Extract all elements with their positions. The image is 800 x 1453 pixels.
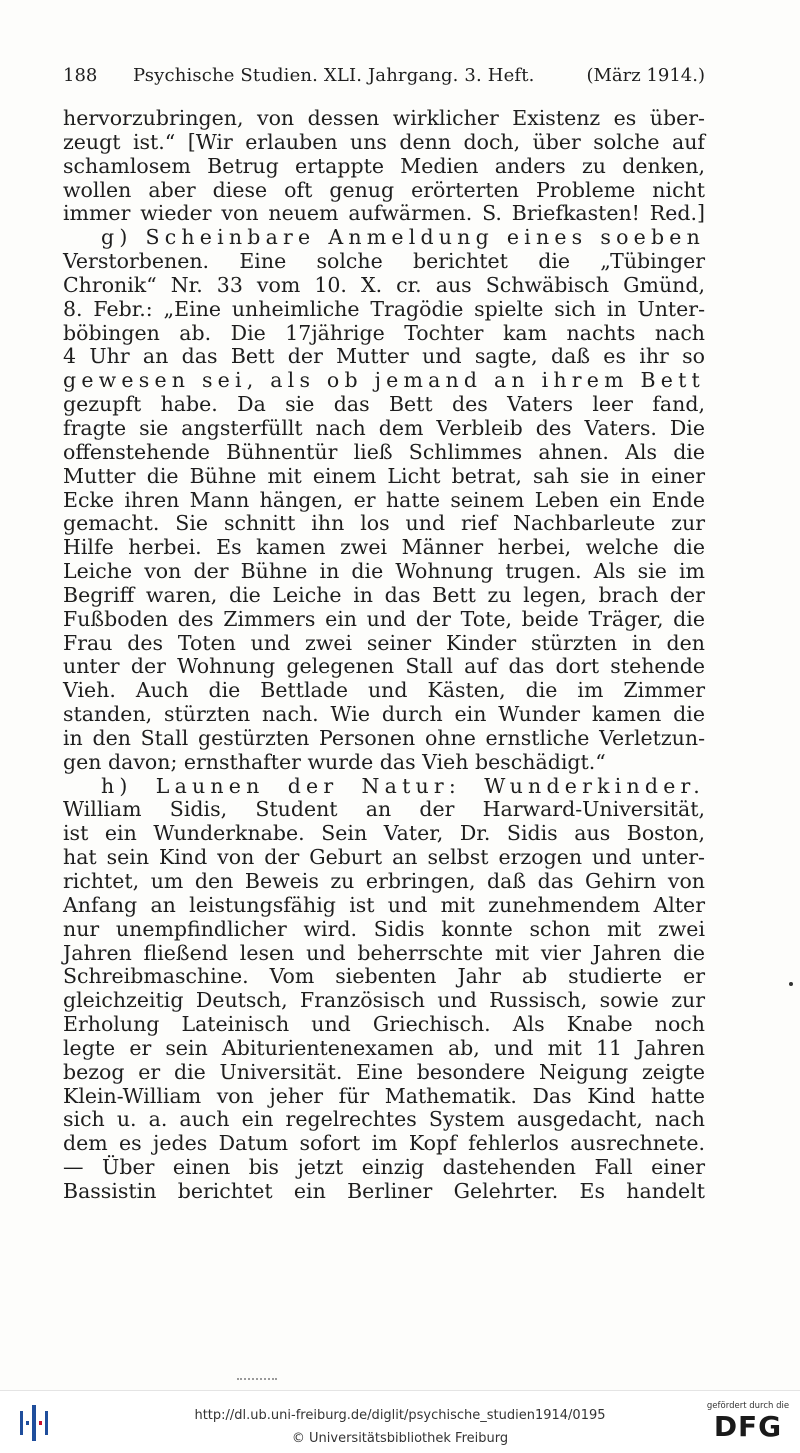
text-line: in den Stall gestürzten Personen ohne ernstliche Verletzun- [63, 725, 705, 750]
text-line: gen davon; ernsthafter wurde das Vieh beschädigt.“ [63, 749, 606, 774]
section-heading-h: h) Launen der Natur: Wunderkinder. [101, 773, 705, 798]
issue-date: (März 1914.) [586, 65, 705, 86]
viewer-footer [0, 1390, 800, 1453]
page-mark [237, 1378, 277, 1382]
text-line: Schreibmaschine. Vom siebenten Jahr ab studierte er [63, 964, 705, 989]
text-line: gemacht. Sie schnitt ihn los und rief Nachbarleute zur [63, 511, 705, 536]
text-line: 4 Uhr an das Bett der Mutter und sagte, daß es ihr so [63, 344, 705, 369]
text-line: Begriff waren, die Leiche in das Bett zu legen, brach der [63, 582, 705, 607]
text-line: offenstehende Bühnentür ließ Schlimmes ahnen. Als die [63, 439, 705, 464]
body-text [63, 107, 705, 1204]
running-title: Psychische Studien. XLI. Jahrgang. 3. Heft. [133, 65, 535, 86]
text-line: Erholung Lateinisch und Griechisch. Als Knabe noch [63, 1012, 705, 1037]
text-line: ist ein Wunderknabe. Sein Vater, Dr. Sidis aus Boston, [63, 821, 705, 846]
text-line: legte er sein Abiturientenexamen ab, und mit 11 Jahren [63, 1035, 705, 1060]
source-url-link[interactable]: http://dl.ub.uni-freiburg.de/diglit/psychische_studien1914/0195 [194, 1408, 606, 1423]
text-line: hervorzubringen, von dessen wirklicher Existenz es über- [63, 106, 705, 130]
dfg-funding-logo [704, 1401, 792, 1447]
text-line: Ecke ihren Mann hängen, er hatte seinem Leben ein Ende [63, 487, 705, 512]
text-line: Fußboden des Zimmers ein und der Tote, beide Träger, die [63, 606, 705, 631]
text-line: Jahren fließend lesen und beherrschte mit vier Jahren die [63, 940, 705, 965]
text-line: zeugt ist.“ [Wir erlauben uns denn doch, über solche auf [63, 129, 705, 154]
text-line: Chronik“ Nr. 33 vom 10. X. cr. aus Schwäbisch Gmünd, [63, 272, 705, 297]
text-line: gezupft habe. Da sie das Bett des Vaters leer fand, [63, 392, 705, 417]
text-line: 8. Febr.: „Eine unheimliche Tragödie spielte sich in Unter- [63, 296, 705, 321]
text-line: Mutter die Bühne mit einem Licht betrat, sah sie in einer [63, 463, 705, 488]
text-line: — Über einen bis jetzt einzig dastehenden Fall einer [63, 1155, 705, 1180]
text-line: böbingen ab. Die 17jährige Tochter kam nachts nach [63, 320, 705, 345]
copyright-notice: © Universitätsbibliothek Freiburg [291, 1431, 509, 1446]
text-line: Klein-William von jeher für Mathematik. Das Kind hatte [63, 1083, 705, 1108]
dfg-wordmark: DFG [713, 1410, 783, 1443]
text-line: Frau des Toten und zwei seiner Kinder stürzten in den [63, 630, 705, 655]
text-line: bezog er die Universität. Eine besondere Neigung zeigte [63, 1059, 705, 1084]
text-line: Anfang an leistungsfähig ist und mit zunehmendem Alter [63, 892, 705, 917]
text-line: wollen aber diese oft genug erörterten Probleme nicht [63, 177, 705, 202]
text-line: Vieh. Auch die Bettlade und Kästen, die im Zimmer [63, 678, 705, 703]
text-line: sich u. a. auch ein regelrechtes System ausgedacht, nach [63, 1107, 705, 1132]
text-line: unter der Wohnung gelegenen Stall auf das dort stehende [63, 654, 705, 679]
text-line: Hilfe herbei. Es kamen zwei Männer herbei, welche die [63, 535, 705, 560]
text-line: gleichzeitig Deutsch, Französisch und Russisch, sowie zur [63, 988, 705, 1013]
text-line: immer wieder von neuem aufwärmen. S. Briefkasten! Red.] [63, 201, 705, 226]
text-line: nur unempfindlicher wird. Sidis konnte schon mit zwei [63, 916, 705, 941]
dfg-funded-label: gefördert durch die [706, 1401, 790, 1411]
text-line: fragte sie angsterfüllt nach dem Verbleib des Vaters. Die [63, 415, 705, 440]
text-line: Bassistin berichtet ein Berliner Gelehrter. Es handelt [63, 1178, 705, 1203]
text-line: richtet, um den Beweis zu erbringen, daß das Gehirn von [63, 869, 705, 893]
text-line: dem es jedes Datum sofort im Kopf fehlerlos ausrechnete. [63, 1131, 705, 1156]
text-line-spaced: gewesen sei, als ob jemand an ihrem Bett [63, 368, 705, 393]
text-line: schamlosem Betrug ertappte Medien anders zu denken, [63, 153, 705, 178]
text-line: Leiche von der Bühne in die Wohnung trugen. Als sie im [63, 559, 705, 584]
text-line: hat sein Kind von der Geburt an selbst erzogen und unter- [63, 845, 705, 870]
scan-speck [789, 982, 793, 986]
text-line: Verstorbenen. Eine solche berichtet die „Tübinger [63, 249, 705, 274]
section-heading-g: g) Scheinbare Anmeldung eines soeben [101, 225, 705, 250]
running-header [63, 62, 705, 90]
text-line: William Sidis, Student an der Harward-Universität, [63, 797, 705, 822]
page-number: 188 [63, 65, 98, 86]
text-line: standen, stürzten nach. Wie durch ein Wunder kamen die [63, 702, 705, 727]
